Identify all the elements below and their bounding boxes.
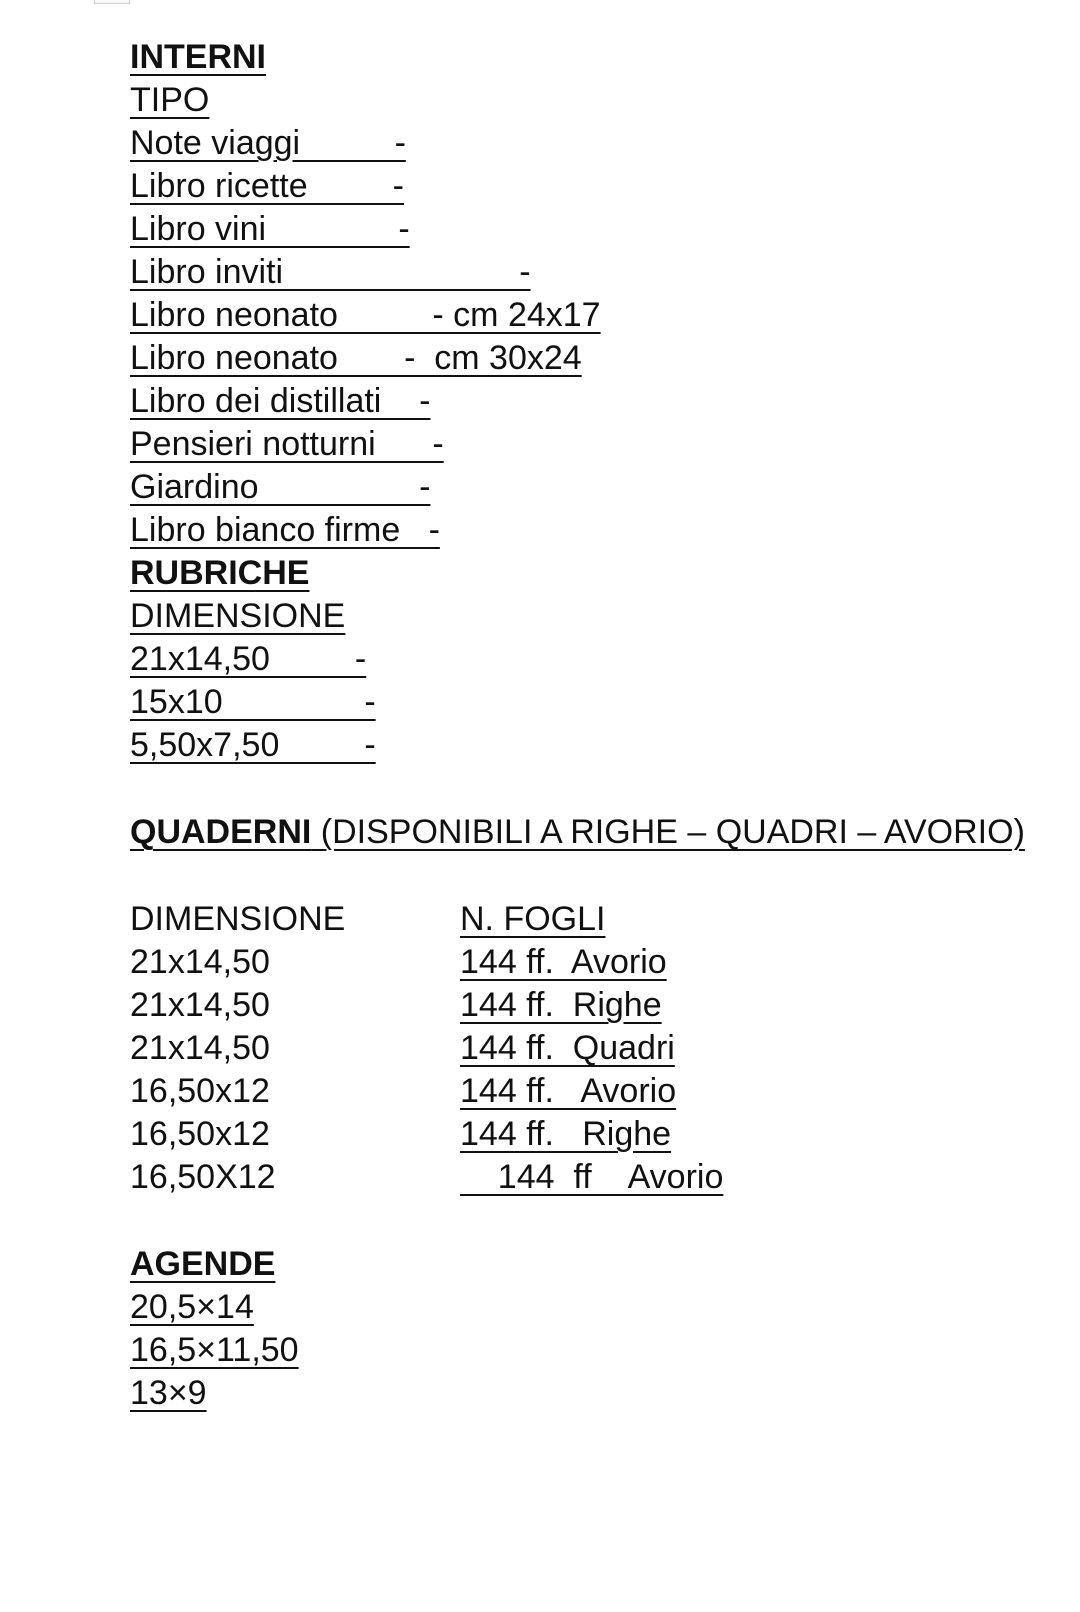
interni-subheading: TIPO xyxy=(130,81,210,119)
table-row xyxy=(130,984,1050,1027)
table-row xyxy=(130,1070,1050,1113)
list-item xyxy=(130,466,1050,509)
interni-item: Libro neonato - cm 30x24 xyxy=(130,339,582,377)
row-sheets: 144 ff. Avorio xyxy=(460,943,667,981)
list-item xyxy=(130,380,1050,423)
rubriche-item: 5,50x7,50 - xyxy=(130,726,376,764)
row-sheets: 144 ff. Righe xyxy=(460,1115,672,1153)
table-header-sheets: N. FOGLI xyxy=(460,900,606,938)
row-dimension: 16,50X12 xyxy=(130,1158,276,1196)
interni-item: Giardino - xyxy=(130,468,431,506)
list-item xyxy=(130,251,1050,294)
table-row xyxy=(130,941,1050,984)
interni-item: Note viaggi - xyxy=(130,124,406,162)
section-quaderni xyxy=(130,811,1050,854)
page-corner-marker xyxy=(94,0,130,4)
list-item xyxy=(130,681,1050,724)
rubriche-heading: RUBRICHE xyxy=(130,554,310,592)
interni-subheading-line xyxy=(130,79,1050,122)
quaderni-heading-note: (DISPONIBILI A RIGHE – QUADRI – AVORIO) xyxy=(311,813,1025,851)
rubriche-subheading: DIMENSIONE xyxy=(130,597,346,635)
agende-item: 13×9 xyxy=(130,1374,207,1412)
table-row-underline xyxy=(130,1115,671,1153)
rubriche-subheading-line xyxy=(130,595,1050,638)
row-sheets: 144 ff. Avorio xyxy=(460,1072,677,1110)
list-item xyxy=(130,638,1050,681)
table-row-underline xyxy=(130,986,662,1024)
section-interni xyxy=(130,36,1050,79)
section-agende xyxy=(130,1243,1050,1286)
interni-item: Libro inviti - xyxy=(130,253,531,291)
row-sheets: 144 ff. Righe xyxy=(460,986,662,1024)
rubriche-item: 15x10 - xyxy=(130,683,376,721)
interni-item: Libro bianco firme - xyxy=(130,511,440,549)
table-row-underline xyxy=(130,1029,675,1067)
agende-item: 16,5×11,50 xyxy=(130,1331,299,1369)
table-row xyxy=(130,1156,1050,1199)
row-sheets: 144 ff Avorio xyxy=(460,1158,724,1196)
rubriche-item: 21x14,50 - xyxy=(130,640,367,678)
list-item xyxy=(130,208,1050,251)
interni-item: Libro ricette - xyxy=(130,167,404,205)
row-dimension: 21x14,50 xyxy=(130,1029,270,1067)
list-item xyxy=(130,294,1050,337)
quaderni-heading: QUADERNI xyxy=(130,813,312,851)
document-body xyxy=(130,36,1050,1415)
table-row-underline xyxy=(130,1158,723,1196)
list-item xyxy=(130,337,1050,380)
list-item xyxy=(130,509,1050,552)
spacer xyxy=(130,767,1050,811)
agende-heading: AGENDE xyxy=(130,1245,276,1283)
list-item xyxy=(130,122,1050,165)
interni-heading: INTERNI xyxy=(130,38,266,76)
table-row xyxy=(130,1113,1050,1156)
table-row-underline xyxy=(130,1072,676,1110)
interni-item: Libro neonato - cm 24x17 xyxy=(130,296,601,334)
table-header-dimension: DIMENSIONE xyxy=(130,900,346,938)
interni-item: Pensieri notturni - xyxy=(130,425,444,463)
list-item xyxy=(130,423,1050,466)
table-row-underline xyxy=(130,943,667,981)
list-item xyxy=(130,1329,1050,1372)
list-item xyxy=(130,1286,1050,1329)
row-dimension: 16,50x12 xyxy=(130,1072,270,1110)
row-dimension: 16,50x12 xyxy=(130,1115,270,1153)
table-header xyxy=(130,898,1050,941)
table-header-underline xyxy=(130,900,605,938)
list-item xyxy=(130,165,1050,208)
spacer xyxy=(130,854,1050,898)
row-dimension: 21x14,50 xyxy=(130,943,270,981)
agende-item: 20,5×14 xyxy=(130,1288,254,1326)
row-sheets: 144 ff. Quadri xyxy=(460,1029,675,1067)
list-item xyxy=(130,724,1050,767)
section-rubriche xyxy=(130,552,1050,595)
table-row xyxy=(130,1027,1050,1070)
row-dimension: 21x14,50 xyxy=(130,986,270,1024)
interni-item: Libro dei distillati - xyxy=(130,382,431,420)
list-item xyxy=(130,1372,1050,1415)
quaderni-title xyxy=(130,813,1025,851)
interni-item: Libro vini - xyxy=(130,210,410,248)
spacer xyxy=(130,1199,1050,1243)
